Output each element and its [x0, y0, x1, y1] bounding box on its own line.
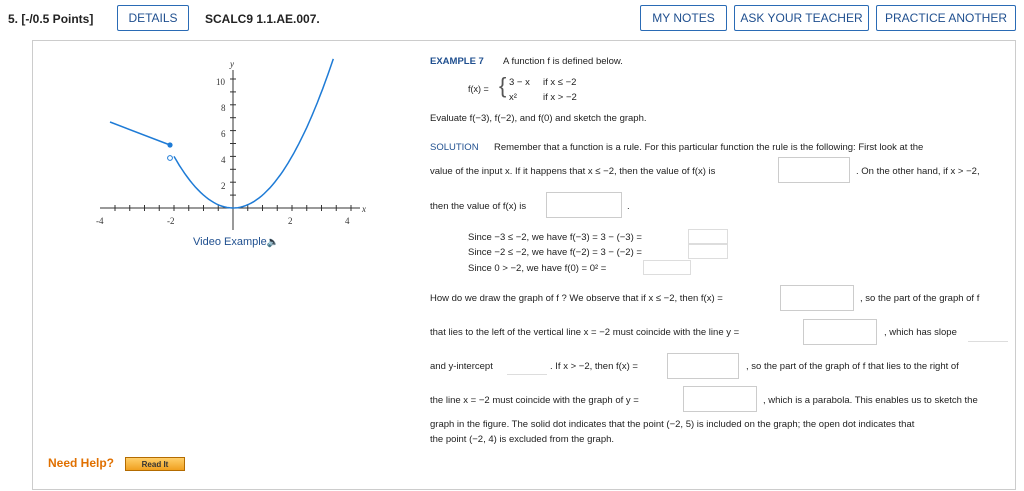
question-id: SCALC9 1.1.AE.007.	[205, 12, 320, 26]
ask-teacher-button[interactable]: ASK YOUR TEACHER	[734, 5, 869, 31]
answer-input-10[interactable]	[667, 353, 739, 379]
how-line3c: , so the part of the graph of f that lies to the right of	[746, 361, 959, 372]
fx-label: f(x) =	[468, 84, 489, 94]
line-piece	[110, 122, 170, 145]
how-line2b: , which has slope	[884, 327, 957, 338]
how-line6: the point (−2, 4) is excluded from the graph.	[430, 434, 615, 445]
how-line4b: , which is a parabola. This enables us to sketch the	[763, 395, 978, 406]
piece1-cond: if x ≤ −2	[543, 77, 577, 88]
answer-input-3[interactable]	[688, 229, 728, 244]
how-line1a: How do we draw the graph of f ? We observe that if x ≤ −2, then f(x) =	[430, 293, 723, 304]
question-header	[0, 0, 1024, 40]
y-tick-label: 6	[221, 129, 226, 139]
details-button[interactable]: DETAILS	[117, 5, 189, 31]
parabola-piece	[174, 59, 333, 208]
y-tick-label: 2	[221, 181, 226, 191]
answer-input-1[interactable]	[778, 157, 850, 183]
question-number: 5. [-/0.5 Points]	[8, 12, 94, 26]
open-dot	[168, 156, 173, 161]
period: .	[627, 201, 630, 212]
x-axis-label: x	[362, 204, 366, 214]
x-tick-label: 2	[288, 216, 293, 226]
since-line1: Since −3 ≤ −2, we have f(−3) = 3 − (−3) =	[468, 232, 642, 243]
answer-input-4[interactable]	[688, 244, 728, 259]
solution-line2b: . On the other hand, if x > −2,	[856, 166, 980, 177]
video-example-label: Video Example	[193, 236, 267, 248]
y-tick-label: 4	[221, 155, 226, 165]
how-line1b: , so the part of the graph of f	[860, 293, 980, 304]
answer-input-11[interactable]	[683, 386, 757, 412]
my-notes-button[interactable]: MY NOTES	[640, 5, 727, 31]
how-line3a: and y-intercept	[430, 361, 493, 372]
answer-input-7[interactable]	[803, 319, 877, 345]
y-axis-label: y	[230, 59, 234, 69]
solution-label: SOLUTION	[430, 142, 479, 153]
answer-input-6[interactable]	[780, 285, 854, 311]
piece1-expr: 3 − x	[509, 77, 530, 88]
y-tick-label: 10	[216, 77, 225, 87]
answer-input-5[interactable]	[643, 260, 691, 275]
how-line2a: that lies to the left of the vertical line x = −2 must coincide with the line y =	[430, 327, 740, 338]
solid-dot	[167, 142, 172, 147]
answer-input-8[interactable]	[968, 322, 1008, 342]
solution-line3: then the value of f(x) is	[430, 201, 527, 212]
need-help-label: Need Help?	[48, 456, 115, 470]
answer-input-9[interactable]	[507, 355, 547, 375]
video-example-link[interactable]	[193, 236, 279, 248]
read-it-button[interactable]: Read It	[125, 457, 185, 471]
practice-another-button[interactable]: PRACTICE ANOTHER	[876, 5, 1016, 31]
piece2-expr: x²	[509, 92, 517, 103]
x-tick-label: -2	[167, 216, 175, 226]
function-graph	[95, 55, 380, 235]
evaluate-text: Evaluate f(−3), f(−2), and f(0) and sketch the graph.	[430, 113, 647, 124]
since-line2: Since −2 ≤ −2, we have f(−2) = 3 − (−2) =	[468, 247, 642, 258]
since-line3: Since 0 > −2, we have f(0) = 0² =	[468, 263, 607, 274]
how-line3b: . If x > −2, then f(x) =	[550, 361, 638, 372]
solution-line2a: value of the input x. If it happens that x ≤ −2, then the value of f(x) is	[430, 166, 716, 177]
y-tick-label: 8	[221, 103, 226, 113]
example-intro: A function f is defined below.	[503, 56, 623, 67]
how-line5: graph in the figure. The solid dot indicates that the point (−2, 5) is included on the graph; the open dot indicates that	[430, 419, 915, 430]
how-line4a: the line x = −2 must coincide with the graph of y =	[430, 395, 639, 406]
speaker-icon: 🔈	[266, 237, 280, 248]
piecewise-brace: {	[499, 73, 507, 98]
answer-input-2[interactable]	[546, 192, 622, 218]
x-tick-label: 4	[345, 216, 350, 226]
x-tick-label: -4	[96, 216, 104, 226]
piece2-cond: if x > −2	[543, 92, 577, 103]
example-title: EXAMPLE 7	[430, 56, 484, 67]
solution-line1: Remember that a function is a rule. For this particular function the rule is the following: First look at the	[494, 142, 924, 153]
